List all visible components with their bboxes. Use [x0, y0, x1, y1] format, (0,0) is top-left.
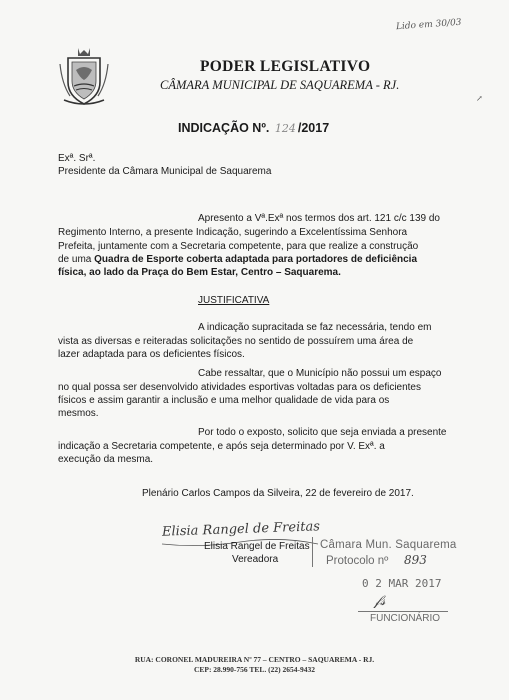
handwritten-annotation: Lido em 30/03: [395, 17, 462, 33]
intro-line-5: física, ao lado da Praça do Bem Estar, Centro – Saquarema.: [58, 267, 341, 278]
p2-line-1: Cabe ressaltar, que o Município não possui um espaço: [198, 368, 442, 379]
signatory-role: Vereadora: [232, 554, 279, 565]
p3-line-3: execução da mesma.: [58, 454, 154, 465]
p1-line-1: A indicação supracitada se faz necessária, tendo em: [198, 322, 432, 333]
p3-line-1: Por todo o exposto, solicito que seja enviada a presente: [198, 427, 447, 438]
indicacao-prefix: INDICAÇÃO Nº.: [178, 121, 270, 135]
footer-contact: CEP: 28.990-756 TEL. (22) 2654-9432: [193, 665, 316, 674]
p3-line-2: indicação a Secretaria competente, e após seja determinado por V. Exª. a: [58, 441, 385, 452]
intro-line-4-plain: de uma: [58, 254, 95, 265]
margin-mark: ↗: [476, 94, 483, 103]
intro-line-4: [58, 253, 417, 267]
stamp-date: 0 2 MAR 2017: [362, 577, 442, 590]
handwritten-signature: Elisia Rangel de Freitas: [161, 519, 321, 540]
intro-line-2: Regimento Interno, a presente Indicação, sugerindo a Excelentíssima Senhora: [58, 227, 408, 238]
header-subtitle: CÂMARA MUNICIPAL DE SAQUAREMA - RJ.: [160, 78, 400, 92]
intro-line-3: Prefeita, juntamente com a Secretaria competente, para que realize a construção: [58, 241, 419, 252]
stamp-rule: [358, 611, 448, 612]
p1-line-2: vista as diversas e reiteradas solicitações no sentido de possuírem uma área de: [58, 336, 414, 347]
intro-line-4-bold: Quadra de Esporte coberta adaptada para portadores de deficiência: [94, 254, 418, 265]
p2-line-2: no qual possa ser desenvolvido atividades esportivas voltadas para os deficientes: [58, 382, 421, 393]
place-date: Plenário Carlos Campos da Silveira, 22 de fevereiro de 2017.: [142, 488, 414, 499]
stamp-protocol-label: Protocolo nº: [326, 555, 389, 567]
p1-line-3: lazer adaptada para os deficientes físicos.: [58, 349, 245, 360]
indicacao-heading: [178, 121, 329, 135]
p2-line-3: físicos e assim garantir a inclusão e uma melhor qualidade de vida para os: [58, 395, 390, 406]
addressee-line-1: Exª. Srª.: [58, 153, 96, 164]
addressee-line-2: Presidente da Câmara Municipal de Saquarema: [58, 166, 272, 177]
signatory-name: Elisia Rangel de Freitas: [204, 541, 310, 552]
protocol-stamp: [318, 537, 468, 627]
footer-address: RUA: CORONEL MADUREIRA Nº 77 – CENTRO – SAQUAREMA - RJ.: [134, 655, 375, 664]
header-title: PODER LEGISLATIVO: [200, 58, 371, 75]
stamp-role: FUNCIONÁRIO: [370, 613, 440, 624]
stamp-initials: 𝒻𝓈: [374, 593, 386, 609]
stamp-org: Câmara Mun. Saquarema: [320, 539, 457, 551]
indicacao-year: /2017: [297, 121, 330, 135]
coat-of-arms-icon: [56, 44, 112, 108]
justificativa-title: JUSTIFICATIVA: [198, 295, 270, 306]
intro-line-1: Apresento a Vª.Exª nos termos dos art. 121 c/c 139 do: [198, 213, 440, 224]
stamp-bracket: [312, 537, 315, 567]
stamp-protocol-number: 893: [404, 553, 427, 567]
p2-line-4: mesmos.: [58, 408, 99, 419]
indicacao-number: 124: [274, 122, 296, 135]
